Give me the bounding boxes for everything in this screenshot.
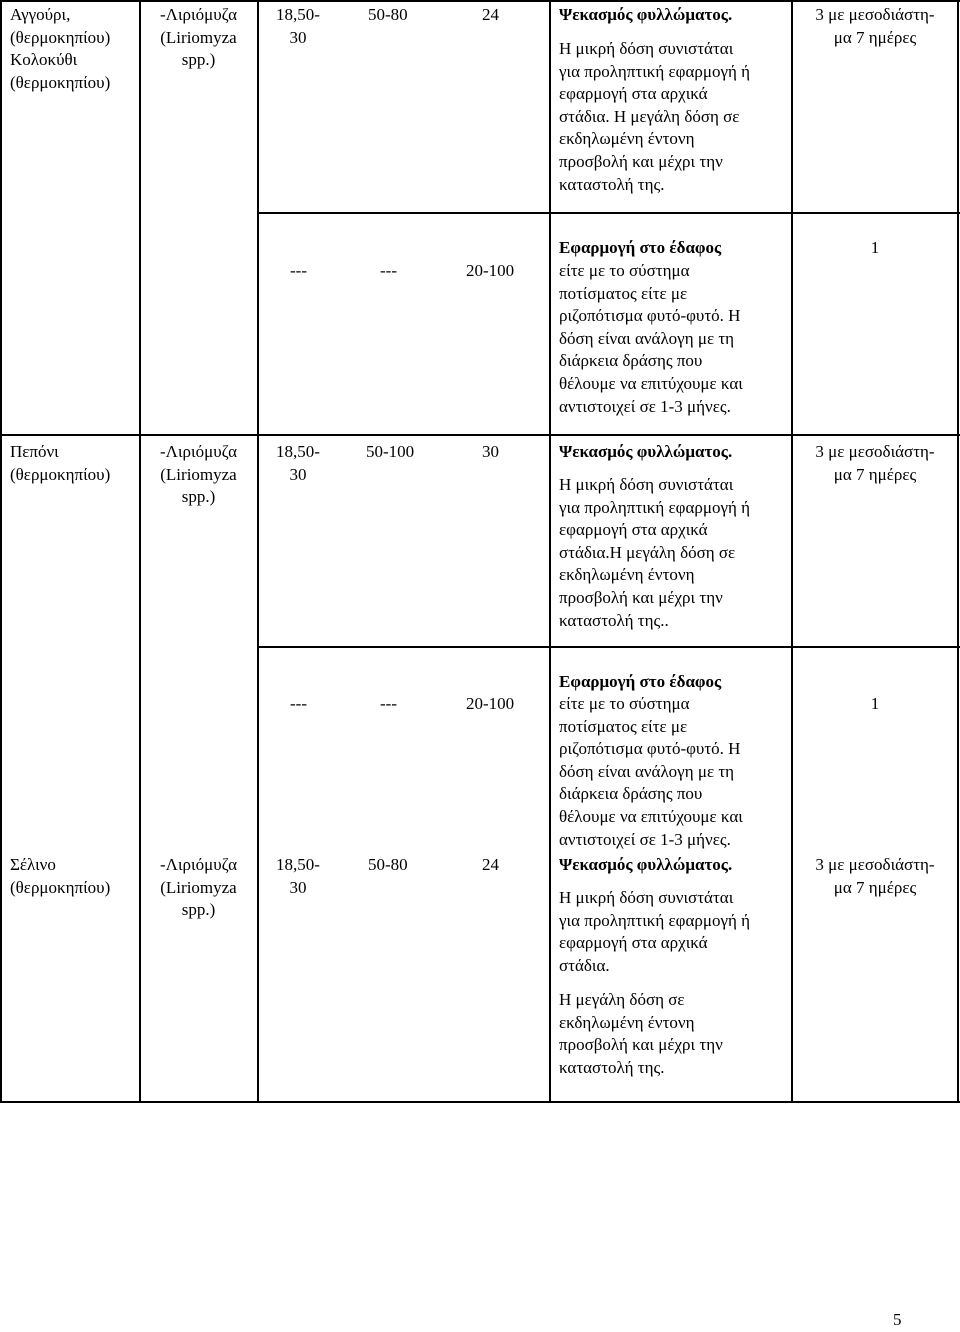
dose-cell: --- bbox=[290, 694, 307, 713]
column-divider bbox=[257, 0, 259, 1102]
row-divider bbox=[258, 646, 960, 648]
row-divider bbox=[0, 434, 960, 436]
table-border-left bbox=[0, 0, 2, 1102]
column-divider bbox=[791, 0, 793, 1102]
phi-cell: 1 bbox=[870, 694, 880, 713]
phi-cell: 3 με μεσοδιάστη- μα 7 ημέρες bbox=[815, 5, 935, 47]
method-text-secondary: Η μεγάλη δόση σε εκδηλωμένη έντονη προσβολή και μέχρι την καταστολή της. bbox=[559, 990, 723, 1077]
dose-cell: 18,50- 30 bbox=[276, 5, 320, 47]
volume-cell: 30 bbox=[482, 442, 499, 461]
dose-cell: 18,50- 30 bbox=[276, 442, 320, 484]
phi-cell: 3 με μεσοδιάστη- μα 7 ημέρες bbox=[815, 442, 935, 484]
method-title: Εφαρμογή στο έδαφος bbox=[559, 238, 722, 257]
method-title: Ψεκασμός φυλλώματος. bbox=[559, 855, 733, 874]
pest-cell: -Λιριόμυζα (Liriomyza spp.) bbox=[160, 5, 237, 70]
column-divider bbox=[549, 0, 551, 1102]
dose-per-1000-cell: 50-80 bbox=[368, 5, 408, 24]
method-text: είτε με το σύστημα ποτίσματος είτε με ριζοπότισμα φυτό-φυτό. Η δόση είναι ανάλογη με τη διάρκεια δράσης που θέλουμε να επιτύχουμε και αντιστοιχεί σε 1-3 μήνες. bbox=[559, 694, 743, 849]
pest-cell: -Λιριόμυζα (Liriomyza spp.) bbox=[160, 855, 237, 920]
crop-cell: Σέλινο (θερμοκηπίου) bbox=[10, 855, 111, 897]
method-text: Η μικρή δόση συνιστάται για προληπτική εφαρμογή ή εφαρμογή στα αρχικά στάδια.Η μεγάλη δόση σε εκδηλωμένη έντονη προσβολή και μέχρι την καταστολή της.. bbox=[559, 475, 750, 630]
table-border-bottom bbox=[0, 1101, 960, 1103]
dose-per-1000-cell: 50-100 bbox=[366, 442, 415, 461]
phi-cell: 1 bbox=[870, 238, 880, 257]
column-divider bbox=[139, 0, 141, 1102]
volume-cell: 24 bbox=[482, 855, 499, 874]
method-title: Ψεκασμός φυλλώματος. bbox=[559, 5, 733, 24]
method-title: Εφαρμογή στο έδαφος bbox=[559, 672, 722, 691]
crop-cell: Αγγούρι, (θερμοκηπίου) Κολοκύθι (θερμοκηπίου) bbox=[10, 5, 111, 92]
volume-cell: 20-100 bbox=[466, 694, 515, 713]
method-text: είτε με το σύστημα ποτίσματος είτε με ριζοπότισμα φυτό-φυτό. Η δόση είναι ανάλογη με τη διάρκεια δράσης που θέλουμε να επιτύχουμε και αντιστοιχεί σε 1-3 μήνες. bbox=[559, 261, 743, 416]
phi-cell: 3 με μεσοδιάστη- μα 7 ημέρες bbox=[815, 855, 935, 897]
method-text: Η μικρή δόση συνιστάται για προληπτική εφαρμογή ή εφαρμογή στα αρχικά στάδια. bbox=[559, 888, 750, 975]
table-border-right bbox=[957, 0, 959, 1102]
crop-cell: Πεπόνι (θερμοκηπίου) bbox=[10, 442, 111, 484]
pest-cell: -Λιριόμυζα (Liriomyza spp.) bbox=[160, 442, 237, 507]
dose-per-1000-cell: --- bbox=[380, 694, 397, 713]
volume-cell: 20-100 bbox=[466, 261, 515, 280]
row-divider bbox=[258, 212, 960, 214]
dose-cell: 18,50- 30 bbox=[276, 855, 320, 897]
dose-cell: --- bbox=[290, 261, 307, 280]
table-border-top bbox=[0, 0, 960, 2]
dose-per-1000-cell: 50-80 bbox=[368, 855, 408, 874]
method-title: Ψεκασμός φυλλώματος. bbox=[559, 442, 733, 461]
volume-cell: 24 bbox=[482, 5, 499, 24]
page-number: 5 bbox=[893, 1310, 902, 1329]
method-text: Η μικρή δόση συνιστάται για προληπτική εφαρμογή ή εφαρμογή στα αρχικά στάδια. Η μεγάλη δόση σε εκδηλωμένη έντονη προσβολή και μέχρι την καταστολή της. bbox=[559, 39, 750, 194]
dose-per-1000-cell: --- bbox=[380, 261, 397, 280]
